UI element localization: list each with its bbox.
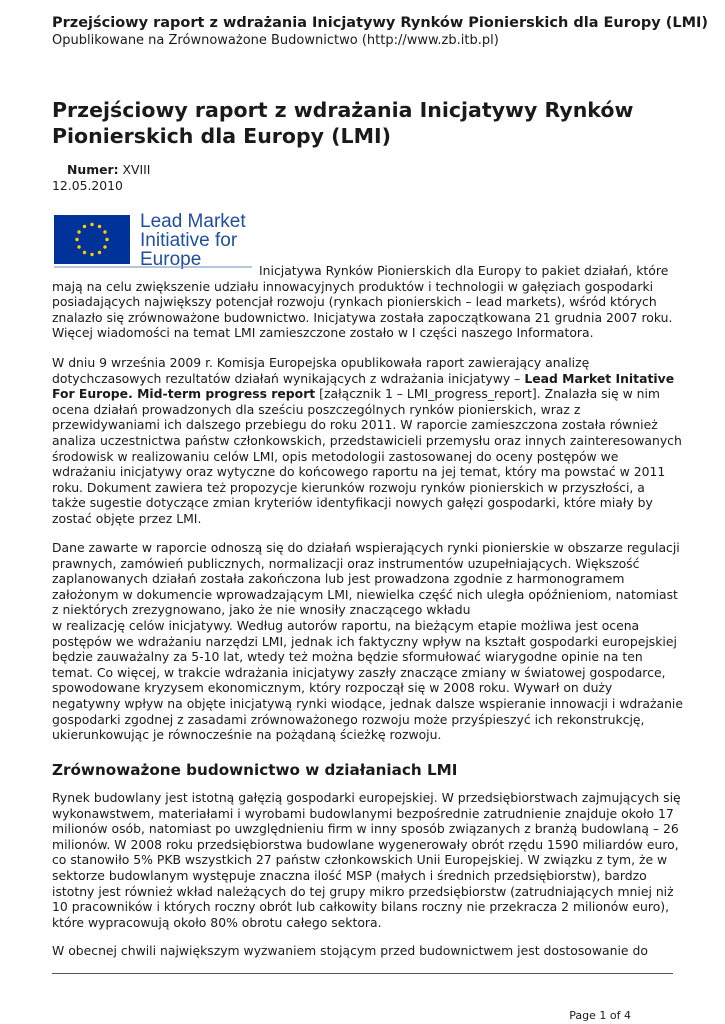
paragraph-line: zostać objęte przez LMI. <box>52 510 202 526</box>
paragraph-line: posiadających największy potencjał rozwoju (rynkach pionierskich – lead markets), wśród których <box>52 294 657 310</box>
paragraph-line <box>52 386 677 402</box>
paragraph-line: ukierunkowując je równocześnie na pożądaną ścieżkę rozwoju. <box>52 727 442 743</box>
paragraph-line: postępów we wdrażaniu narzędzi LMI, jednak ich faktyczny wpływ na kształt gospodarki europejskiej <box>52 633 677 649</box>
paragraph-line: spowodowane kryzysem ekonomicznym, który rozpoczął się w 2008 roku. Wywarł on duży <box>52 680 613 696</box>
logo-line-3: Europe <box>140 249 202 270</box>
eu-star-icon <box>75 238 78 241</box>
issue-number <box>52 162 150 178</box>
page-header <box>52 14 709 50</box>
eu-star-icon <box>77 245 80 248</box>
paragraph-line: ocena działań prowadzonych dla sześciu poszczególnych rynków pionierskich, wraz z <box>52 401 581 417</box>
eu-star-icon <box>105 238 108 241</box>
eu-star-icon <box>103 230 106 233</box>
construction-paragraph <box>52 790 681 930</box>
challenge-paragraph <box>52 943 677 959</box>
paragraph-line: roku. Dokument zawiera też propozycje kierunków rozwoju rynków pionierskich w przyszłości, a <box>52 479 645 495</box>
article-title: Przejściowy raport z wdrażania Inicjatywy Rynków Pionierskich dla Europy (LMI) <box>52 98 634 148</box>
logo-line-1: Lead Market <box>140 211 246 232</box>
footer-divider <box>52 973 673 974</box>
paragraph-line: gospodarki zgodnej z zasadami zrównoważonego rozwoju może przyśpieszyć ich rekonstrukcję, <box>52 711 645 727</box>
logo-line-2: Initiative for <box>140 230 238 251</box>
page-number: Page 1 of 4 <box>569 1009 631 1022</box>
eu-star-icon <box>90 253 93 256</box>
lead-market-initiative-logo <box>52 205 254 271</box>
paragraph-line: będzie zauważalny za 5-10 lat, wtedy też można będzie sformułować wiarygodne opinie na ten <box>52 649 643 665</box>
paragraph-line: zaplanowanych działań została zakończona lub jest prowadzona zgodnie z harmonogramem <box>52 571 625 587</box>
eu-star-icon <box>90 223 93 226</box>
paragraph-line: przewidywaniami ich dalszego przebiegu do roku 2011. W raporcie zamieszczona została również <box>52 417 658 433</box>
attachment-reference: [załącznik 1 – LMI_progress_report]. Znalazła się w nim <box>315 386 661 402</box>
paragraph-line: wdrażaniu inicjatywy oraz wytyczne do końcowego raportu na jej temat, który ma powstać w 2011 <box>52 464 666 480</box>
paragraph-line: które wypracowują około 80% obrotu całego sektora. <box>52 914 382 930</box>
paragraph-line: temat. Co więcej, w trakcie wdrażania inicjatywy zaszły znaczące zmiany w światowej gospodarce, <box>52 664 666 680</box>
eu-star-icon <box>83 225 86 228</box>
paragraph-line: także sugestie dotyczące zmian kryteriów identyfikacji nowych gałęzi gospodarki, które miały by <box>52 495 653 511</box>
findings-paragraph <box>52 540 683 743</box>
paragraph-line: co stanowiło 5% PKB wszystkich 27 państw członkowskich Unii Europejskiej. W związku z tym, że w <box>52 852 668 868</box>
paragraph-line: milionów osób, natomiast po uwzględnieniu firm w inny sposób związanych z branżą budowlaną – 26 <box>52 821 679 837</box>
paragraph-line: z niektórych zrezygnowano, jako że nie wnosiły znaczącego wkładu <box>52 602 471 618</box>
eu-flag <box>54 215 130 264</box>
article-date: 12.05.2010 <box>52 178 123 193</box>
paragraph-line: analiza uczestnictwa państw członkowskich, przedstawicieli przemysłu oraz innych zainteresowanych <box>52 432 682 448</box>
paragraph-line: milionów. W 2008 roku przedsiębiorstwa budowlane wygenerowały obrót rzędu 1590 miliardów euro, <box>52 836 679 852</box>
paragraph-line: sektorze budowlanym występuje znaczna ilość MSP (małych i średnich przedsiębiorstw), bardzo <box>52 867 647 883</box>
paragraph-line: założonym w dokumencie wprowadzającym LMI, niewielka część nich uległa opóźnieniom, natomiast <box>52 586 678 602</box>
paragraph-line: wykonawstwem, materiałami i wyrobami budowlanymi bezpośrednie zatrudnienie znajduje około 17 <box>52 805 674 821</box>
header-title: Przejściowy raport z wdrażania Inicjatywy Rynków Pionierskich dla Europy (LMI) <box>52 15 709 31</box>
paragraph-line: mają na celu zwiększenie udziału innowacyjnych produktów i technologii w gałęziach gospodarki <box>52 278 654 294</box>
report-title-part-1: Lead Market Initative <box>524 370 675 386</box>
paragraph-line: W dniu 9 września 2009 r. Komisja Europejska opublikowała raport zawierający analizę <box>52 355 590 370</box>
paragraph-line: prawnych, zamówień publicznych, normalizacji oraz instrumentów uzupełniających. Większość <box>52 555 640 571</box>
issue-number-value: XVIII <box>122 162 151 177</box>
paragraph-line: Inicjatywa Rynków Pionierskich dla Europy to pakiet działań, które <box>259 263 669 278</box>
paragraph-line: 10 pracowników i których roczny obrót lub całkowity bilans roczny nie przekracza 2 milionów euro), <box>52 899 670 915</box>
paragraph-line: Dane zawarte w raporcie odnoszą się do działań wspierających rynki pionierskie w obszarze regulacji <box>52 540 680 555</box>
report-paragraph <box>52 355 682 527</box>
paragraph-line <box>52 371 677 387</box>
eu-star-icon <box>103 245 106 248</box>
section-heading: Zrównoważone budownictwo w działaniach LMI <box>52 761 458 779</box>
paragraph-line: W obecnej chwili największym wyzwaniem stojącym przed budownictwem jest dostosowanie do <box>52 943 648 958</box>
article-meta <box>52 162 150 194</box>
eu-star-icon <box>83 251 86 254</box>
eu-star-icon <box>77 230 80 233</box>
intro-paragraph <box>52 263 677 341</box>
paragraph-line: Rynek budowlany jest istotną gałęzią gospodarki europejskiej. W przedsiębiorstwach zajmujących się <box>52 790 681 805</box>
eu-star-icon <box>98 225 101 228</box>
paragraph-line: znalazło się zrównoważone budownictwo. Inicjatywa została zapoczątkowana 21 grudnia 2007 roku. <box>52 309 673 325</box>
paragraph-line: w realizację celów inicjatywy. Według autorów raportu, na bieżącym etapie możliwa jest ocena <box>52 617 640 633</box>
paragraph-line: Więcej wiadomości na temat LMI zamieszczone zostało w I części naszego Informatora. <box>52 325 594 341</box>
issue-number-label: Numer: <box>67 162 119 177</box>
paragraph-line: środowisk w realizowaniu celów LMI, opis metodologii zastosowanej do oceny postępów we <box>52 448 619 464</box>
header-subtitle: Opublikowane na Zrównoważone Budownictwo (http://www.zb.itb.pl) <box>52 33 499 48</box>
eu-star-icon <box>98 251 101 254</box>
paragraph-line: negatywny wpływ na objęte inicjatywą rynki wiodące, jednak dalsze wspieranie innowacji i wdrażanie <box>52 695 683 711</box>
paragraph-text: dotychczasowych rezultatów działań wynikających z wdrażania inicjatywy – <box>52 370 525 386</box>
paragraph-line: istotny jest również wkład należących do tej grupy mikro przedsiębiorstw (zatrudniających mniej niż <box>52 883 674 899</box>
report-title-part-2: For Europe. Mid-term progress report <box>52 386 316 402</box>
